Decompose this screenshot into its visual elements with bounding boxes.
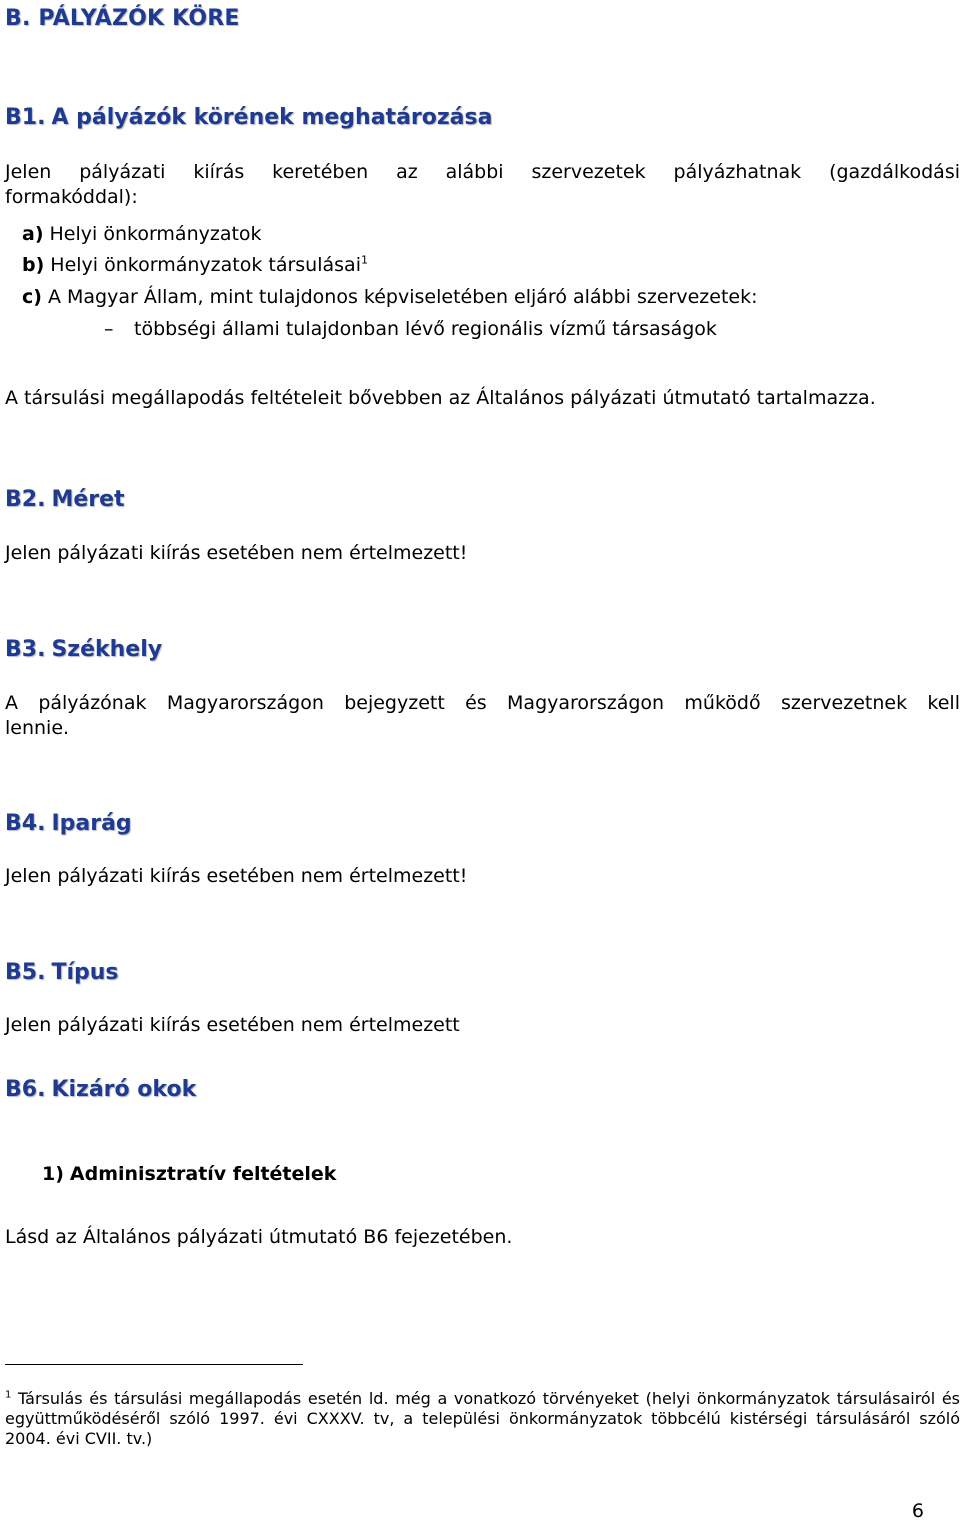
b5-heading-text: Típus: [51, 960, 119, 985]
b1-note: A társulási megállapodás feltételeit bővebben az Általános pályázati útmutató tartalmazza.: [5, 387, 876, 409]
b3-heading-text: Székhely: [51, 637, 163, 662]
b5-text: Jelen pályázati kiírás esetében nem értelmezett: [5, 1014, 460, 1036]
footnote-separator: [5, 1364, 303, 1365]
b3-text-line-2: lennie.: [5, 717, 70, 739]
sub-list-item-text: többségi állami tulajdonban lévő regionális vízmű társaságok: [134, 318, 717, 340]
b4-text: Jelen pályázati kiírás esetében nem értelmezett!: [5, 865, 468, 887]
b2-heading-text: Méret: [51, 487, 125, 512]
b1-intro-line-2: formakóddal):: [5, 186, 138, 208]
b6-heading: [5, 1077, 960, 1103]
b6-subheading-label: 1): [42, 1163, 64, 1185]
b4-heading-number: B4.: [5, 811, 46, 836]
footnote-marker: 1: [5, 1389, 12, 1401]
list-item-text: Helyi önkormányzatok: [49, 223, 262, 245]
list-item-b: [22, 252, 368, 278]
b4-heading: [5, 811, 960, 837]
b2-heading-number: B2.: [5, 487, 46, 512]
b4-heading-text: Iparág: [51, 811, 132, 836]
b2-heading: [5, 487, 960, 513]
footnote-text: Társulás és társulási megállapodás esetén ld. még a vonatkozó törvényeket (helyi önkormányzatok társulásairól és együttműködéséről szóló 1997. évi CXXXV. tv, a települési önkormányzatok többcélú kistérségi társulásáról szóló 2004. évi CVII. tv.): [5, 1389, 960, 1448]
b2-text: Jelen pályázati kiírás esetében nem értelmezett!: [5, 542, 468, 564]
list-item-text: Helyi önkormányzatok társulásai: [50, 254, 361, 276]
list-item-label: c): [22, 286, 42, 308]
b6-text: Lásd az Általános pályázati útmutató B6 fejezetében.: [5, 1226, 513, 1248]
b5-heading: [5, 960, 960, 986]
list-item-label: b): [22, 254, 45, 276]
section-title: B. PÁLYÁZÓK KÖRE: [5, 6, 240, 31]
list-item-c: [22, 284, 758, 310]
b5-heading-number: B5.: [5, 960, 46, 985]
sub-list-item: [104, 316, 717, 342]
footnote-reference[interactable]: 1: [360, 253, 368, 267]
b1-heading: [5, 105, 960, 131]
dash-bullet: –: [104, 318, 114, 340]
list-item-a: [22, 221, 262, 247]
b3-heading-number: B3.: [5, 637, 46, 662]
page-number: 6: [911, 1500, 924, 1522]
b1-heading-number: B1.: [5, 105, 46, 130]
list-item-label: a): [22, 223, 44, 245]
b3-heading: [5, 637, 960, 663]
list-item-text: A Magyar Állam, mint tulajdonos képviseletében eljáró alábbi szervezetek:: [47, 286, 758, 308]
b6-subheading: [42, 1161, 336, 1187]
b6-heading-text: Kizáró okok: [51, 1077, 197, 1102]
b6-subheading-text: Adminisztratív feltételek: [69, 1163, 337, 1185]
b3-text-line-1: A pályázónak Magyarországon bejegyzett és Magyarországon működő szervezetnek kell: [5, 692, 960, 714]
b1-intro-line-1: Jelen pályázati kiírás keretében az alábbi szervezetek pályázhatnak (gazdálkodási: [5, 161, 960, 183]
footnote: [5, 1389, 960, 1449]
b6-heading-number: B6.: [5, 1077, 46, 1102]
b1-heading-text: A pályázók körének meghatározása: [51, 105, 493, 130]
